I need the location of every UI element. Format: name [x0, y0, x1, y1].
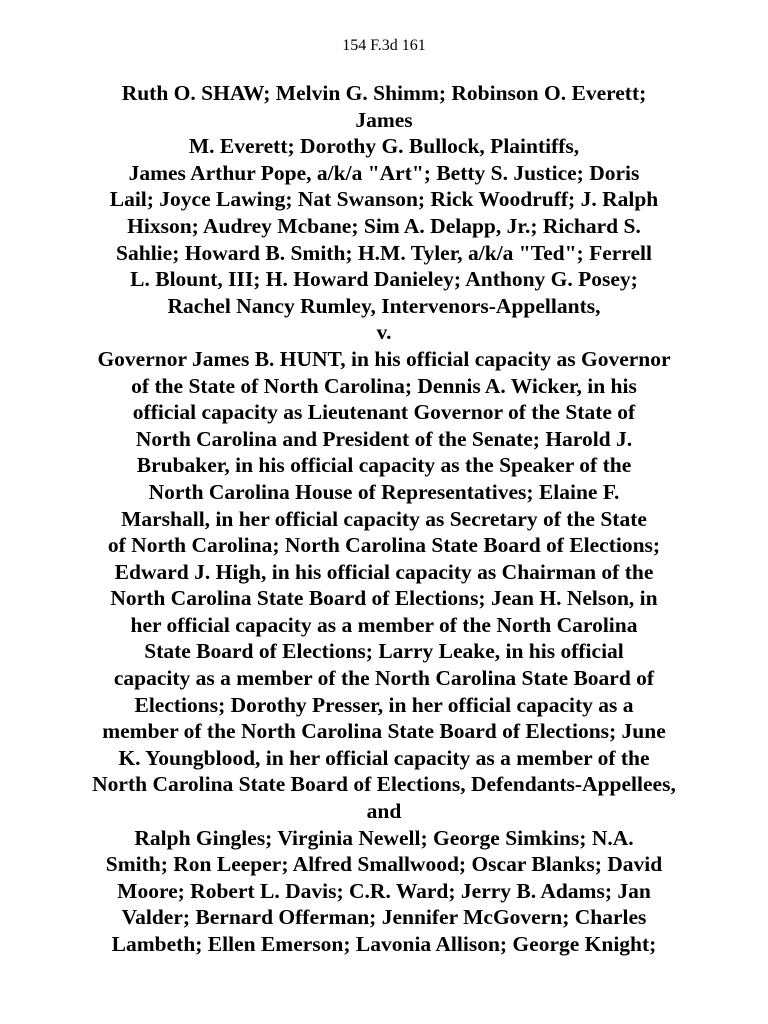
versus-separator: v. [376, 320, 392, 345]
caption-line: Elections; Dorothy Presser, in her official capacity as a [134, 692, 634, 717]
caption-line: North Carolina House of Representatives; Elaine F. [148, 479, 620, 504]
caption-line: Valder; Bernard Offerman; Jennifer McGovern; Charles [121, 905, 647, 930]
caption-line: Ralph Gingles; Virginia Newell; George Simkins; N.A. [134, 825, 634, 850]
caption-line: of North Carolina; North Carolina State Board of Elections; [107, 533, 661, 558]
caption-line: L. Blount, III; H. Howard Danieley; Anthony G. Posey; [130, 267, 638, 292]
case-caption [20, 80, 748, 958]
caption-line: Smith; Ron Leeper; Alfred Smallwood; Oscar Blanks; David [105, 852, 663, 877]
caption-line: Edward J. High, in his official capacity as Chairman of the [114, 559, 654, 584]
caption-line: Ruth O. SHAW; Melvin G. Shimm; Robinson O. Everett; [121, 81, 647, 105]
caption-line: Governor James B. HUNT, in his official capacity as Governor [97, 346, 671, 371]
caption-line: K. Youngblood, in her official capacity as a member of the [118, 745, 650, 770]
caption-line: Brubaker, in his official capacity as the Speaker of the [136, 453, 632, 478]
caption-line: James [355, 107, 413, 132]
caption-line: her official capacity as a member of the North Carolina [130, 612, 638, 637]
caption-line: North Carolina State Board of Elections; Jean H. Nelson, in [110, 586, 658, 611]
caption-line: Moore; Robert L. Davis; C.R. Ward; Jerry B. Adams; Jan [117, 878, 651, 903]
caption-line: Lail; Joyce Lawing; Nat Swanson; Rick Woodruff; J. Ralph [109, 187, 659, 212]
caption-line: James Arthur Pope, a/k/a "Art"; Betty S. Justice; Doris [128, 160, 640, 185]
case-citation: 154 F.3d 161 [342, 37, 426, 54]
caption-line: of the State of North Carolina; Dennis A. Wicker, in his [131, 373, 637, 398]
caption-line: M. Everett; Dorothy G. Bullock, Plaintiffs, [188, 134, 580, 159]
caption-line: capacity as a member of the North Carolina State Board of [113, 666, 655, 691]
and-separator: and [366, 799, 402, 824]
caption-line: Lambeth; Ellen Emerson; Lavonia Allison; George Knight; [111, 932, 657, 956]
caption-line: Hixson; Audrey Mcbane; Sim A. Delapp, Jr.; Richard S. [127, 213, 641, 238]
caption-line: State Board of Elections; Larry Leake, in his official [144, 639, 624, 664]
caption-line: member of the North Carolina State Board of Elections; June [102, 719, 666, 744]
caption-line: official capacity as Lieutenant Governor of the State of [132, 400, 636, 425]
caption-line: Rachel Nancy Rumley, Intervenors-Appellants, [167, 293, 601, 318]
caption-line: North Carolina State Board of Elections, Defendants-Appellees, [92, 772, 676, 797]
caption-line: North Carolina and President of the Senate; Harold J. [135, 426, 633, 451]
caption-line: Marshall, in her official capacity as Secretary of the State [121, 506, 647, 531]
caption-line: Sahlie; Howard B. Smith; H.M. Tyler, a/k/a "Ted"; Ferrell [116, 240, 652, 265]
